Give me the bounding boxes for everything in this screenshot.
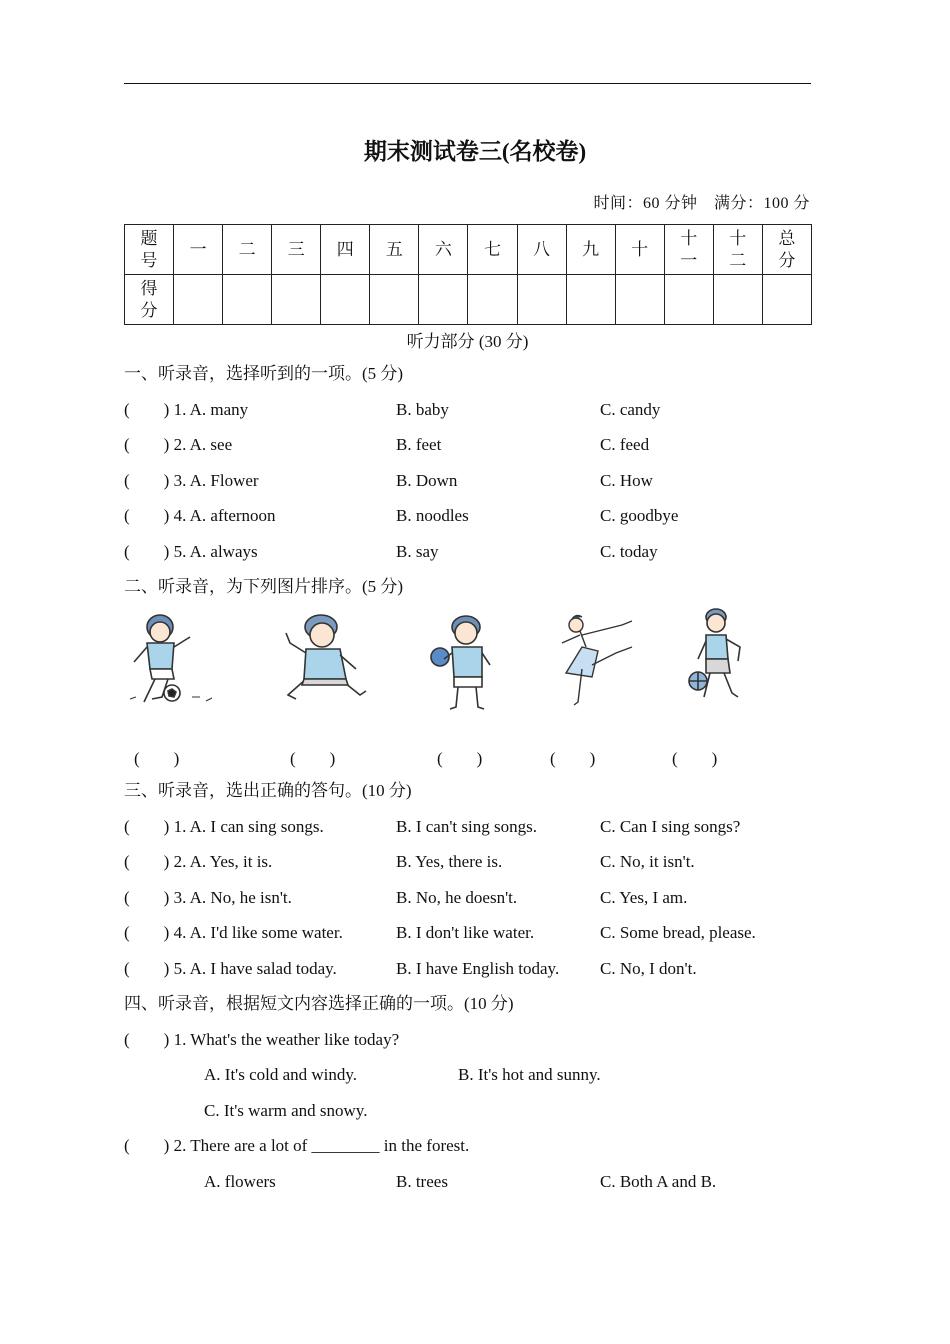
cell-text: 得 分 [140, 278, 158, 320]
option-b: B. I can't sing songs. [396, 817, 537, 836]
listening-header: 听力部分 (30 分) [406, 332, 529, 351]
cell-text: 十 一 [680, 228, 698, 270]
question-text: ( ) 2. There are a lot of ________ in the forest. [124, 1136, 470, 1155]
option-b: B. feet [396, 435, 442, 454]
option-b: B. trees [396, 1172, 448, 1191]
option-b: B. No, he doesn't. [396, 888, 518, 907]
score-header-cell: 六 [419, 225, 468, 275]
score-cell[interactable] [272, 275, 321, 325]
question-text: ( ) 1. A. many [124, 400, 249, 419]
option-c: C. Can I sing songs? [600, 817, 741, 836]
score-cell[interactable] [468, 275, 517, 325]
question-text: ( ) 4. A. afternoon [124, 506, 276, 525]
question-text: ( ) 1. A. I can sing songs. [124, 817, 324, 836]
basketball-boy-picture [682, 607, 792, 717]
score-cell[interactable] [713, 275, 762, 325]
exam-meta: 时间：60 分钟 满分：100 分 [593, 195, 810, 212]
option-b: B. say [396, 542, 439, 561]
score-header-cell [713, 225, 762, 275]
score-cell[interactable] [762, 275, 811, 325]
soccer-boy-picture [122, 607, 232, 717]
option-a: A. flowers [204, 1172, 276, 1191]
option-c: C. goodbye [600, 506, 679, 525]
score-header-cell: 九 [566, 225, 615, 275]
score-cell[interactable] [419, 275, 468, 325]
score-header-cell [762, 225, 811, 275]
answer-bracket[interactable]: ( ) [134, 749, 180, 768]
score-header-cell [664, 225, 713, 275]
option-b: B. I don't like water. [396, 923, 535, 942]
score-header-cell: 四 [321, 225, 370, 275]
option-c: C. feed [600, 435, 650, 454]
question-text: ( ) 5. A. always [124, 542, 258, 561]
answer-bracket[interactable]: ( ) [550, 749, 596, 768]
question-text: ( ) 2. A. see [124, 435, 233, 454]
score-table-score-row [125, 275, 812, 325]
question-text: ( ) 2. A. Yes, it is. [124, 852, 273, 871]
option-c: C. Some bread, please. [600, 923, 756, 942]
score-row-label [125, 275, 174, 325]
option-b: B. noodles [396, 506, 469, 525]
question-text: ( ) 3. A. Flower [124, 471, 259, 490]
score-cell[interactable] [615, 275, 664, 325]
answer-bracket[interactable]: ( ) [437, 749, 483, 768]
score-cell[interactable] [566, 275, 615, 325]
score-table [124, 224, 812, 325]
score-cell[interactable] [370, 275, 419, 325]
section-1-title: 一、听录音，选择听到的一项。(5 分) [124, 364, 404, 383]
option-b: B. Down [396, 471, 458, 490]
score-header-cell [125, 225, 174, 275]
question-text: ( ) 4. A. I'd like some water. [124, 923, 343, 942]
section-4-title: 四、听录音，根据短文内容选择正确的一项。(10 分) [124, 994, 514, 1013]
page-title: 期末测试卷三(名校卷) [363, 139, 587, 164]
score-header-cell: 七 [468, 225, 517, 275]
answer-bracket[interactable]: ( ) [672, 749, 718, 768]
option-c: C. Both A and B. [600, 1172, 717, 1191]
kungfu-boy-picture [276, 607, 386, 717]
score-header-cell: 一 [174, 225, 223, 275]
score-cell[interactable] [223, 275, 272, 325]
option-b: B. baby [396, 400, 449, 419]
score-header-cell: 五 [370, 225, 419, 275]
option-b: B. It's hot and sunny. [458, 1065, 601, 1084]
option-b: B. I have English today. [396, 959, 560, 978]
pingpong-boy-picture [420, 607, 530, 717]
cell-text: 题 号 [140, 228, 158, 270]
option-b: B. Yes, there is. [396, 852, 503, 871]
score-header-cell: 八 [517, 225, 566, 275]
question-text: ( ) 1. What's the weather like today? [124, 1030, 400, 1049]
ballet-dancer-picture [552, 607, 662, 717]
score-cell[interactable] [174, 275, 223, 325]
answer-bracket[interactable]: ( ) [290, 749, 336, 768]
score-header-cell: 二 [223, 225, 272, 275]
option-c: C. No, it isn't. [600, 852, 695, 871]
score-header-cell: 十 [615, 225, 664, 275]
question-text: ( ) 3. A. No, he isn't. [124, 888, 292, 907]
cell-text: 总 分 [778, 228, 796, 270]
option-c: C. today [600, 542, 658, 561]
score-cell[interactable] [321, 275, 370, 325]
header-rule [124, 83, 811, 84]
score-cell[interactable] [664, 275, 713, 325]
option-c: C. candy [600, 400, 661, 419]
option-c: C. No, I don't. [600, 959, 697, 978]
cell-text: 十 二 [729, 228, 747, 270]
option-c: C. How [600, 471, 653, 490]
option-c: C. Yes, I am. [600, 888, 688, 907]
score-cell[interactable] [517, 275, 566, 325]
question-text: ( ) 5. A. I have salad today. [124, 959, 337, 978]
score-header-cell: 三 [272, 225, 321, 275]
score-table-header-row [125, 225, 812, 275]
option-a: A. It's cold and windy. [204, 1065, 358, 1084]
section-3-title: 三、听录音，选出正确的答句。(10 分) [124, 781, 412, 800]
section-2-title: 二、听录音，为下列图片排序。(5 分) [124, 577, 404, 596]
option-c: C. It's warm and snowy. [204, 1101, 368, 1120]
